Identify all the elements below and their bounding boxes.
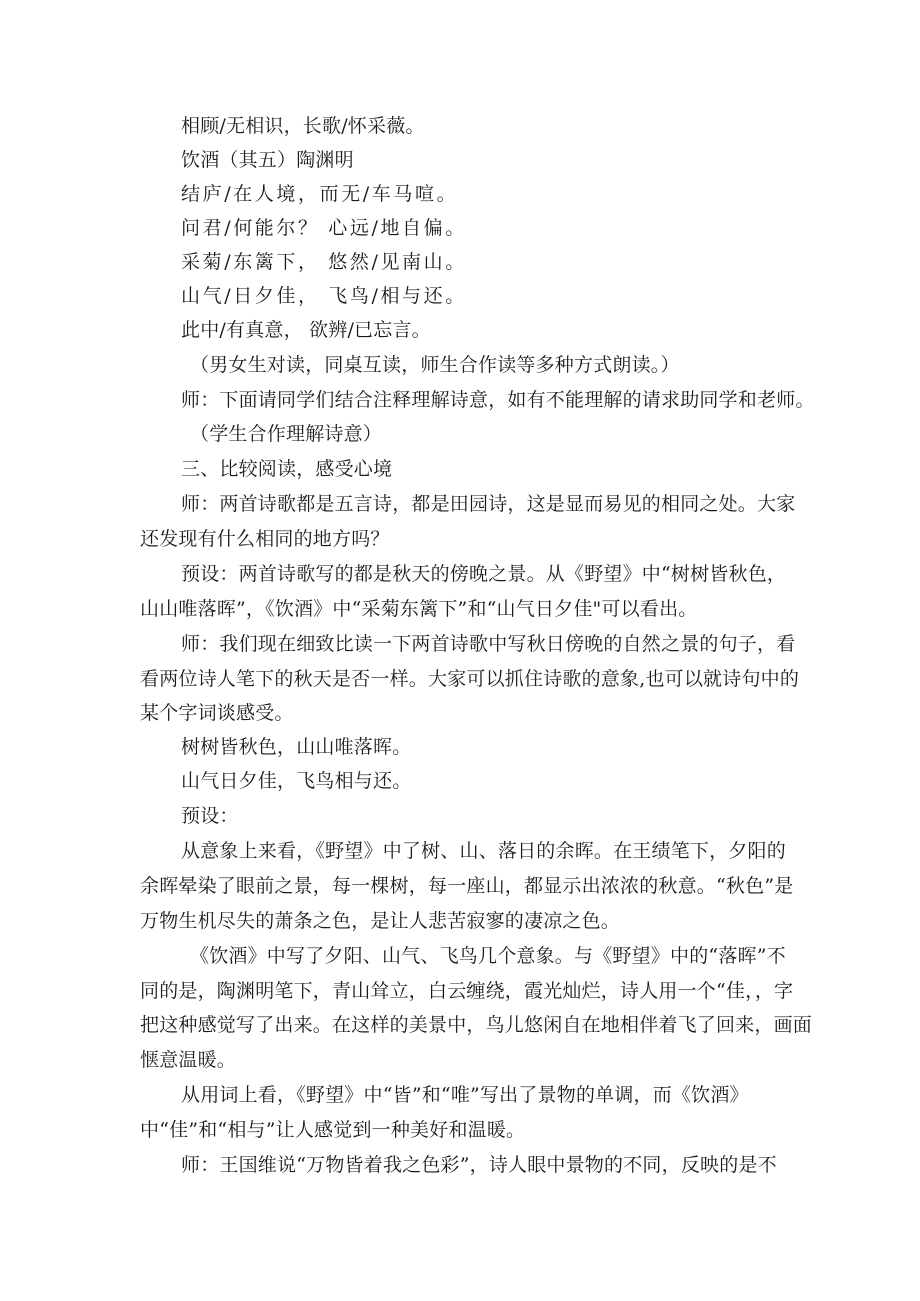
poem-line: 相顾/无相识，长歌/怀采薇。	[181, 115, 425, 137]
poem-title: 饮酒（其五）陶渊明	[181, 149, 354, 171]
paragraph-line: 山山唯落晖”，《饮酒》中“采菊东篱下”和“山气日夕佳"可以看出。	[140, 598, 698, 620]
paragraph-line: 预设：两首诗歌写的都是秋天的傍晚之景。从《野望》中“树树皆秋色，	[181, 563, 787, 585]
paragraph-line: 某个字词谈感受。	[140, 702, 294, 724]
activity-note: （学生合作理解诗意）	[190, 423, 383, 445]
paragraph-line: 余晖晕染了眼前之景，每一棵树，每一座山，都显示出浓浓的秋意。“秋色”是	[140, 875, 794, 897]
poem-line: 采菊/东篱下， 悠然/见南山。	[181, 251, 467, 273]
section-heading: 三、比较阅读，感受心境	[181, 458, 393, 480]
paragraph-line: 《饮酒》中写了夕阳、山气、飞鸟几个意象。与《野望》中的“落晖”不	[190, 945, 786, 967]
quoted-verse: 山气日夕佳，飞鸟相与还。	[181, 770, 412, 792]
paragraph-line: 预设：	[181, 805, 239, 827]
paragraph-line: 师：两首诗歌都是五言诗，都是田园诗，这是显而易见的相同之处。大家	[181, 493, 796, 515]
poem-line: 结庐/在人境，而无/车马喧。	[181, 183, 459, 205]
paragraph-line: 中“佳”和“相与”让人感觉到一种美好和温暖。	[140, 1119, 526, 1141]
paragraph-line: 万物生机尽失的萧条之色，是让人悲苦寂寥的凄凉之色。	[140, 910, 621, 932]
paragraph-line: 师：王国维说“万物皆着我之色彩”，诗人眼中景物的不同，反映的是不	[181, 1154, 777, 1176]
activity-note: （男女生对读，同桌互读，师生合作读等多种方式朗读。）	[190, 354, 680, 376]
poem-line: 问君/何能尔？ 心远/地自偏。	[181, 217, 467, 239]
quoted-verse: 树树皆秋色，山山唯落晖。	[181, 736, 412, 758]
paragraph-line: 看两位诗人笔下的秋天是否一样。大家可以抓住诗歌的意象,也可以就诗句中的	[140, 668, 800, 690]
poem-line: 此中/有真意， 欲辨/已忘言。	[181, 319, 431, 341]
paragraph-line: 师：下面请同学们结合注释理解诗意，如有不能理解的请求助同学和老师。	[181, 389, 815, 411]
paragraph-line: 同的是，陶渊明笔下，青山耸立，白云缠绕，霞光灿烂，诗人用一个“佳，，字	[140, 980, 794, 1002]
paragraph-line: 从意象上来看，《野望》中了树、山、落日的余晖。在王绩笔下，夕阳的	[181, 840, 786, 862]
paragraph-line: 从用词上看，《野望》中“皆”和“唯”写出了景物的单调，而《饮酒》	[181, 1084, 749, 1106]
paragraph-line: 还发现有什么相同的地方吗？	[140, 528, 390, 550]
paragraph-line: 把这种感觉写了出来。在这样的美景中，鸟儿悠闲自在地相伴着飞了回来，画面	[140, 1014, 813, 1036]
paragraph-line: 师：我们现在细致比读一下两首诗歌中写秋日傍晚的自然之景的句子，看	[181, 633, 796, 655]
poem-line: 山气/日夕佳， 飞鸟/相与还。	[181, 285, 467, 307]
paragraph-line: 惬意温暖。	[140, 1049, 237, 1071]
